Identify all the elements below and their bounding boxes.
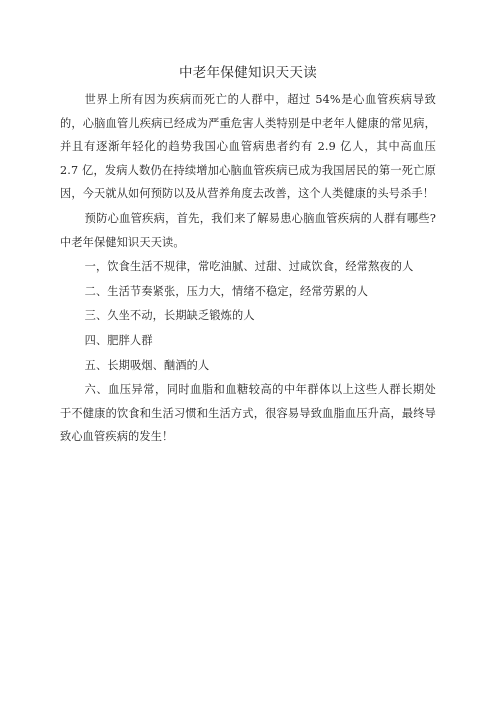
intro-paragraph: 世界上所有因为疾病而死亡的人群中，超过 54%是心血管疾病导致的，心脑血管儿疾病已经成为严重危害人类特别是中老年人健康的常见病，并且有逐渐年轻化的趋势我国心血管病患者约有 2.9 亿人，其中高血压 2.7 亿，发病人数仍在持续增加心脑血管疾病已成为我国居民的第一死亡原因，今天就从如何预防以及从营养角度去改善，这个人类健康的头号杀手！ (60, 93, 436, 201)
prevention-paragraph: 预防心血管疾病，首先，我们来了解易患心脑血管疾病的人群有哪些?中老年保健知识天天读。 (60, 211, 436, 249)
list-item: 一，饮食生活不规律，常吃油腻、过甜、过咸饮食，经常熬夜的人 (84, 260, 414, 274)
document-title: 中老年保健知识天天读 (179, 65, 317, 81)
closing-paragraph: 六、血压异常，同时血脂和血糖较高的中年群体以上这些人群长期处于不健康的饮食和生活习惯和生活方式，很容易导致血脂血压升高，最终导致心血管疾病的发生！ (60, 383, 436, 444)
document-page (60, 64, 436, 449)
list-item: 二、生活节奏紧张，压力大，情绪不稳定，经常劳累的人 (84, 284, 369, 298)
list-item: 四、肥胖人群 (84, 333, 153, 347)
list-item: 五、长期吸烟、酗酒的人 (84, 358, 210, 372)
list-item: 三、久坐不动，长期缺乏锻炼的人 (84, 309, 255, 323)
